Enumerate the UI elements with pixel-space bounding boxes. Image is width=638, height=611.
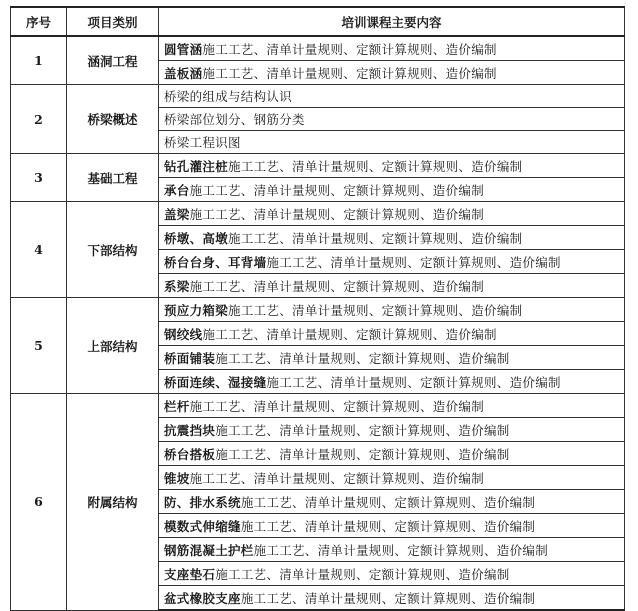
item-name: 圆管涵 — [164, 41, 203, 57]
content-cell — [159, 370, 625, 394]
item-name: 桥墩、高墩 — [164, 230, 229, 246]
item-description: 施工工艺、清单计量规则、定额计算规则、造价编制 — [215, 350, 510, 366]
item-name: 承台 — [164, 182, 190, 198]
content-cell — [159, 538, 625, 562]
item-description: 施工工艺、清单计量规则、定额计算规则、造价编制 — [215, 446, 510, 462]
item-description: 施工工艺、清单计量规则、定额计算规则、造价编制 — [228, 158, 523, 174]
item-name: 预应力箱梁 — [164, 302, 229, 318]
item-description: 施工工艺、清单计量规则、定额计算规则、造价编制 — [202, 41, 497, 57]
item-name: 盆式橡胶支座 — [164, 590, 241, 606]
item-description: 施工工艺、清单计量规则、定额计算规则、造价编制 — [215, 422, 510, 438]
category-cell: 桥梁概述 — [67, 85, 159, 154]
item-name: 模数式伸缩缝 — [164, 518, 241, 534]
category-cell: 上部结构 — [67, 298, 159, 394]
item-description: 施工工艺、清单计量规则、定额计算规则、造价编制 — [228, 230, 523, 246]
table-body — [11, 36, 625, 610]
item-description: 施工工艺、清单计量规则、定额计算规则、造价编制 — [189, 470, 485, 486]
content-cell — [159, 274, 625, 298]
course-table — [10, 6, 625, 611]
item-name: 盖板涵 — [164, 65, 203, 81]
item-description: 施工工艺、清单计量规则、定额计算规则、造价编制 — [189, 182, 485, 198]
content-cell — [159, 418, 625, 442]
item-description: 施工工艺、清单计量规则、定额计算规则、造价编制 — [202, 326, 497, 342]
seq-cell: 1 — [11, 36, 67, 85]
category-cell: 基础工程 — [67, 154, 159, 202]
header-seq: 序号 — [11, 7, 67, 36]
content-cell — [159, 346, 625, 370]
content-cell — [159, 490, 625, 514]
seq-cell: 5 — [11, 298, 67, 394]
item-description: 施工工艺、清单计量规则、定额计算规则、造价编制 — [228, 302, 523, 318]
item-name: 抗震挡块 — [164, 422, 216, 438]
item-description: 施工工艺、清单计量规则、定额计算规则、造价编制 — [189, 278, 485, 294]
header-category: 项目类别 — [67, 7, 159, 36]
seq-cell: 4 — [11, 202, 67, 298]
item-description: 施工工艺、清单计量规则、定额计算规则、造价编制 — [189, 206, 485, 222]
content-cell — [159, 586, 625, 611]
table-row — [11, 85, 625, 108]
content-cell — [159, 226, 625, 250]
content-cell — [159, 250, 625, 274]
content-cell — [159, 562, 625, 586]
table-row — [11, 298, 625, 322]
content-cell — [159, 108, 625, 131]
table-row — [11, 202, 625, 226]
item-name: 钢绞线 — [164, 326, 203, 342]
content-cell — [159, 154, 625, 178]
item-name: 桥台台身、耳背墙 — [164, 254, 267, 270]
item-name: 钢筋混凝土护栏 — [164, 542, 254, 558]
content-cell — [159, 322, 625, 346]
content-cell — [159, 36, 625, 61]
item-name: 桥台搭板 — [164, 446, 216, 462]
header-content: 培训课程主要内容 — [159, 7, 625, 36]
item-description: 施工工艺、清单计量规则、定额计算规则、造价编制 — [240, 518, 536, 534]
item-name: 盖梁 — [164, 206, 190, 222]
table-row — [11, 36, 625, 61]
content-cell — [159, 61, 625, 85]
table-header — [11, 7, 625, 36]
category-cell: 附属结构 — [67, 394, 159, 611]
item-name: 钻孔灌注桩 — [164, 158, 229, 174]
content-cell — [159, 514, 625, 538]
table-row — [11, 154, 625, 178]
content-cell — [159, 131, 625, 154]
item-name: 防、排水系统 — [164, 494, 241, 510]
content-cell — [159, 202, 625, 226]
seq-cell: 3 — [11, 154, 67, 202]
content-cell — [159, 298, 625, 322]
content-cell — [159, 466, 625, 490]
content-cell — [159, 178, 625, 202]
item-description: 施工工艺、清单计量规则、定额计算规则、造价编制 — [240, 590, 536, 606]
header-row — [11, 7, 625, 36]
item-description: 施工工艺、清单计量规则、定额计算规则、造价编制 — [253, 542, 549, 558]
item-description: 施工工艺、清单计量规则、定额计算规则、造价编制 — [189, 398, 485, 414]
category-cell: 下部结构 — [67, 202, 159, 298]
content-cell — [159, 442, 625, 466]
content-cell — [159, 394, 625, 418]
seq-cell: 6 — [11, 394, 67, 611]
item-description: 施工工艺、清单计量规则、定额计算规则、造价编制 — [266, 374, 561, 390]
item-description: 桥梁工程识图 — [164, 135, 241, 150]
item-name: 锥坡 — [164, 470, 190, 486]
item-name: 桥面铺装 — [164, 350, 216, 366]
item-description: 施工工艺、清单计量规则、定额计算规则、造价编制 — [202, 65, 497, 81]
item-name: 系梁 — [164, 278, 190, 294]
table-row — [11, 394, 625, 418]
item-name: 桥面连续、湿接缝 — [164, 374, 267, 390]
item-description: 施工工艺、清单计量规则、定额计算规则、造价编制 — [215, 566, 510, 582]
item-description: 施工工艺、清单计量规则、定额计算规则、造价编制 — [240, 494, 536, 510]
item-description: 施工工艺、清单计量规则、定额计算规则、造价编制 — [266, 254, 561, 270]
item-description: 桥梁部位划分、钢筋分类 — [164, 112, 305, 127]
category-cell: 涵洞工程 — [67, 36, 159, 85]
seq-cell: 2 — [11, 85, 67, 154]
item-description: 桥梁的组成与结构认识 — [164, 89, 293, 104]
content-cell — [159, 85, 625, 108]
course-table-wrapper — [10, 6, 625, 611]
item-name: 支座垫石 — [164, 566, 216, 582]
item-name: 栏杆 — [164, 398, 190, 414]
